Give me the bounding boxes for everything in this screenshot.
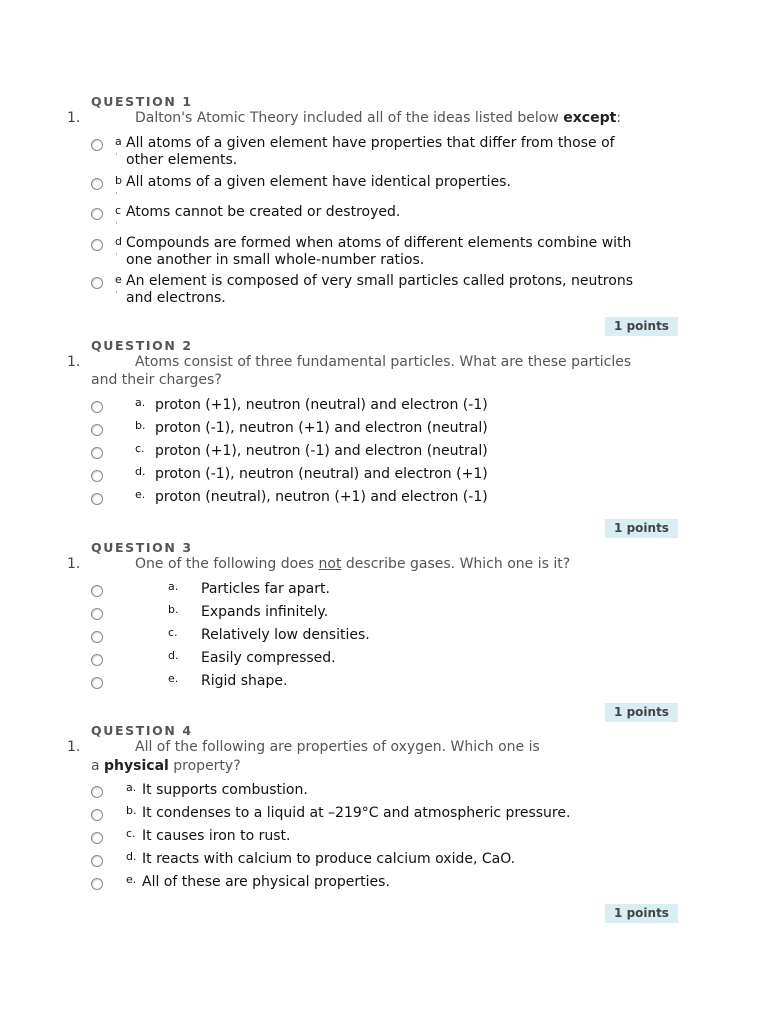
question-4-title: QUESTION 4	[91, 723, 193, 738]
q2-option-a[interactable]	[91, 398, 571, 414]
option-text-line2: other elements.	[126, 152, 238, 168]
option-letter: c.	[126, 827, 136, 840]
option-text: Compounds are formed when atoms of different elements combine with	[126, 235, 632, 251]
question-3-text: One of the following does not describe gases. Which one is it?	[135, 556, 571, 572]
q1-option-a[interactable]: a · All atoms of a given element have properties that differ from those of other elements.	[91, 136, 671, 152]
option-letter: e.	[126, 873, 137, 886]
option-text: All of these are physical properties.	[142, 874, 390, 890]
option-letter: b.	[168, 603, 179, 616]
option-letter: e	[115, 273, 122, 286]
q3-option-c[interactable]	[91, 628, 391, 644]
option-letter: a.	[135, 396, 146, 409]
q4-points-badge: 1 points	[605, 904, 678, 923]
option-letter: b.	[135, 419, 146, 432]
question-2-title: QUESTION 2	[91, 338, 193, 353]
radio-button[interactable]	[91, 493, 103, 505]
q1-option-b[interactable]: b · All atoms of a given element have identical properties.	[91, 175, 671, 191]
option-text: proton (+1), neutron (-1) and electron (neutral)	[155, 443, 488, 459]
radio-button[interactable]	[91, 239, 103, 251]
q3-option-d[interactable]	[91, 651, 391, 667]
radio-button[interactable]	[91, 139, 103, 151]
option-letter: a.	[168, 580, 179, 593]
question-4-text: All of the following are properties of oxygen. Which one is	[135, 739, 540, 755]
radio-button[interactable]	[91, 447, 103, 459]
question-2-number: 1.	[67, 354, 81, 370]
radio-button[interactable]	[91, 878, 103, 890]
option-text: Expands infinitely.	[201, 604, 329, 620]
q2-option-c[interactable]	[91, 444, 571, 460]
q2-option-b[interactable]	[91, 421, 571, 437]
option-letter: d.	[126, 850, 137, 863]
q2-option-e[interactable]	[91, 490, 571, 506]
option-letter: d.	[168, 649, 179, 662]
radio-button[interactable]	[91, 424, 103, 436]
option-text-line2: one another in small whole-number ratios.	[126, 252, 425, 268]
q4-option-b[interactable]	[91, 806, 631, 822]
option-letter: a.	[126, 781, 137, 794]
option-text: Rigid shape.	[201, 673, 288, 689]
radio-button[interactable]	[91, 677, 103, 689]
radio-button[interactable]	[91, 654, 103, 666]
option-letter: d	[115, 235, 122, 248]
option-text: It condenses to a liquid at –219°C and atmospheric pressure.	[142, 805, 571, 821]
radio-button[interactable]	[91, 608, 103, 620]
option-text: Relatively low densities.	[201, 627, 370, 643]
option-text: proton (-1), neutron (neutral) and electron (+1)	[155, 466, 488, 482]
option-letter: e.	[135, 488, 146, 501]
radio-button[interactable]	[91, 401, 103, 413]
q2-points-badge: 1 points	[605, 519, 678, 538]
radio-button[interactable]	[91, 809, 103, 821]
option-text: It reacts with calcium to produce calcium oxide, CaO.	[142, 851, 516, 867]
option-text: It supports combustion.	[142, 782, 308, 798]
q3-option-a[interactable]	[91, 582, 391, 598]
q3-option-b[interactable]	[91, 605, 391, 621]
q4-option-e[interactable]	[91, 875, 631, 891]
option-letter: c.	[135, 442, 145, 455]
option-text: proton (-1), neutron (+1) and electron (neutral)	[155, 420, 488, 436]
question-3-title: QUESTION 3	[91, 540, 193, 555]
q4-option-a[interactable]	[91, 783, 631, 799]
option-text: All atoms of a given element have properties that differ from those of	[126, 135, 615, 151]
radio-button[interactable]	[91, 832, 103, 844]
radio-button[interactable]	[91, 631, 103, 643]
question-1-title: QUESTION 1	[91, 94, 193, 109]
radio-button[interactable]	[91, 786, 103, 798]
q4-option-c[interactable]	[91, 829, 631, 845]
question-4-number: 1.	[67, 739, 81, 755]
option-letter: c.	[168, 626, 178, 639]
question-3-number: 1.	[67, 556, 81, 572]
q1-option-c[interactable]: c · Atoms cannot be created or destroyed.	[91, 205, 671, 221]
question-1-text: Dalton's Atomic Theory included all of the ideas listed below except:	[135, 110, 622, 126]
option-letter: e.	[168, 672, 179, 685]
q2-option-d[interactable]	[91, 467, 571, 483]
radio-button[interactable]	[91, 178, 103, 190]
radio-button[interactable]	[91, 585, 103, 597]
question-4-text-line2: a physical property?	[91, 758, 241, 774]
option-letter: d.	[135, 465, 146, 478]
option-letter: b.	[126, 804, 137, 817]
option-text: proton (+1), neutron (neutral) and electron (-1)	[155, 397, 488, 413]
option-letter: a	[115, 135, 122, 148]
q1-option-e[interactable]: e · An element is composed of very small particles called protons, neutrons and electrons.	[91, 274, 671, 290]
option-text: It causes iron to rust.	[142, 828, 291, 844]
option-text: All atoms of a given element have identical properties.	[126, 174, 511, 190]
q1-option-d[interactable]: d · Compounds are formed when atoms of different elements combine with one another in small whole-number ratios.	[91, 236, 671, 252]
question-1-number: 1.	[67, 110, 81, 126]
option-text: An element is composed of very small particles called protons, neutrons	[126, 273, 633, 289]
radio-button[interactable]	[91, 470, 103, 482]
option-text-line2: and electrons.	[126, 290, 226, 306]
option-text: Easily compressed.	[201, 650, 336, 666]
radio-button[interactable]	[91, 277, 103, 289]
question-2-text: Atoms consist of three fundamental particles. What are these particles	[135, 354, 632, 370]
q3-option-e[interactable]	[91, 674, 391, 690]
question-2-text-line2: and their charges?	[91, 372, 222, 388]
option-text: proton (neutral), neutron (+1) and electron (-1)	[155, 489, 488, 505]
option-text: Particles far apart.	[201, 581, 330, 597]
option-text: Atoms cannot be created or destroyed.	[126, 204, 401, 220]
radio-button[interactable]	[91, 855, 103, 867]
q3-points-badge: 1 points	[605, 703, 678, 722]
q4-option-d[interactable]	[91, 852, 631, 868]
radio-button[interactable]	[91, 208, 103, 220]
option-letter: b	[115, 174, 122, 187]
option-letter: c	[115, 204, 122, 217]
q1-points-badge: 1 points	[605, 317, 678, 336]
